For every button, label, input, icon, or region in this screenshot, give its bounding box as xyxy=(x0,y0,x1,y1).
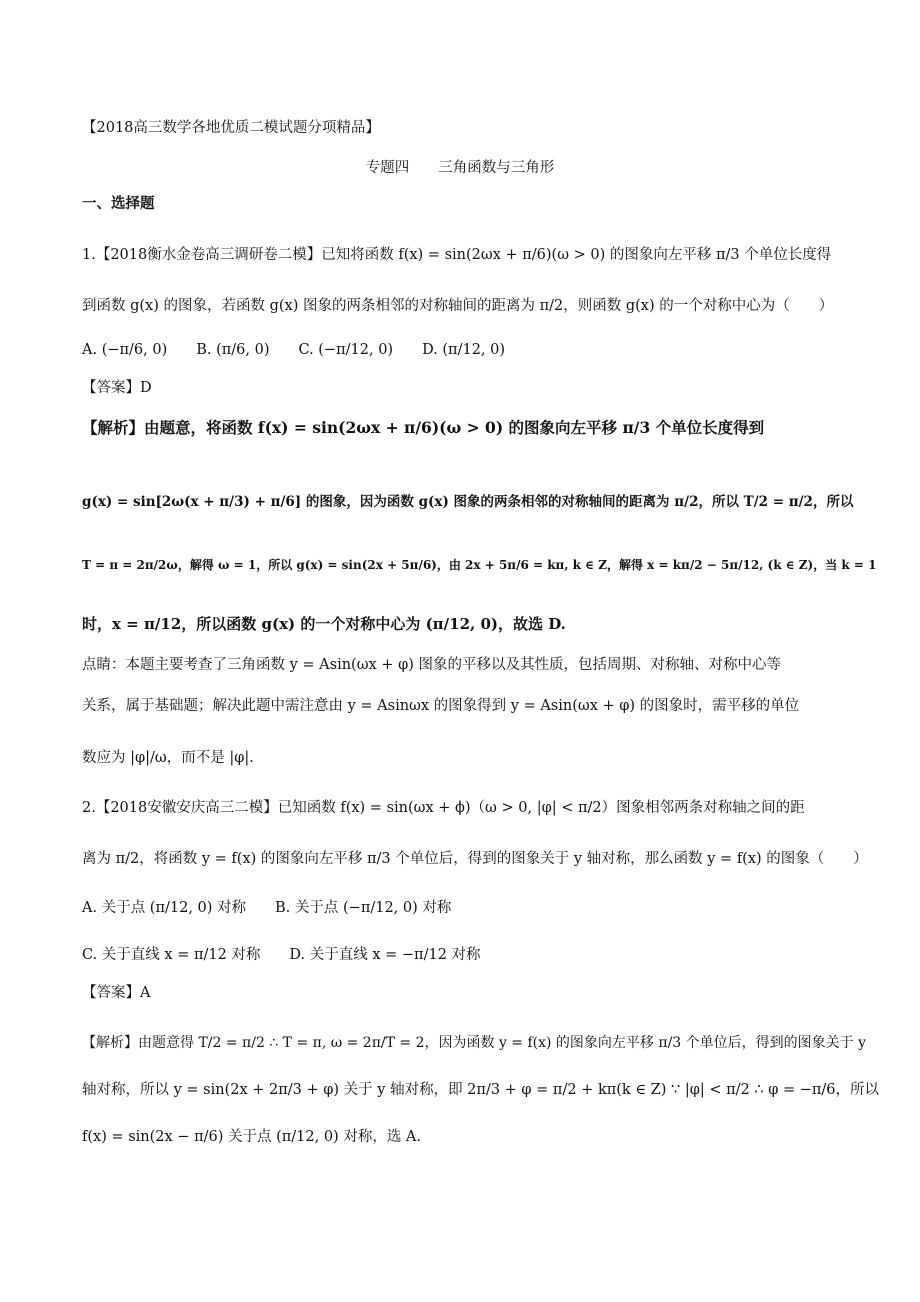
q2-stem-line1: 2.【2018安徽安庆高三二模】已知函数 f(x) = sin(ωx + ϕ)（ω > 0, |φ| < π/2）图象相邻两条对称轴之间的距 xyxy=(82,800,805,816)
q2-solution-line1: 【解析】由题意得 T/2 = π/2 ∴ T = π, ω = 2π/T = 2，因为函数 y = f(x) 的图象向左平移 π/3 个单位后，得到的图象关于 y xyxy=(82,1035,867,1051)
q2-solution-line2: 轴对称，所以 y = sin(2x + 2π/3 + φ) 关于 y 轴对称，即 2π/3 + φ = π/2 + kπ(k ∈ Z) ∵ |φ| < π/2 ∴ φ = −π/6，所以 xyxy=(82,1082,880,1098)
q1-answer: 【答案】D xyxy=(82,380,152,396)
q2-stem-line2: 离为 π/2，将函数 y = f(x) 的图象向左平移 π/3 个单位后，得到的图象关于 y 轴对称，那么函数 y = f(x) 的图象（ ） xyxy=(82,851,868,867)
q2-options-cd: C. 关于直线 x = π/12 对称 D. 关于直线 x = −π/12 对称 xyxy=(82,947,481,963)
q1-solution-line1: 【解析】由题意，将函数 f(x) = sin(2ωx + π/6)(ω > 0) 的图象向左平移 π/3 个单位长度得到 xyxy=(82,418,765,437)
q1-solution-line3: T = π = 2π/2ω，解得 ω = 1，所以 g(x) = sin(2x + 5π/6)，由 2x + 5π/6 = kπ, k ∈ Z，解得 x = kπ/2 − 5π/12, (k ∈ Z)，当 k = 1 xyxy=(82,558,877,572)
q1-solution-line2: g(x) = sin[2ω(x + π/3) + π/6] 的图象，因为函数 g(x) 图象的两条相邻的对称轴间的距离为 π/2，所以 T/2 = π/2，所以 xyxy=(82,494,854,510)
section-heading: 一、选择题 xyxy=(82,195,155,212)
q1-note-line3: 数应为 |φ|/ω，而不是 |φ|. xyxy=(82,750,254,766)
q1-stem-line1: 1.【2018衡水金卷高三调研卷二模】已知将函数 f(x) = sin(2ωx + π/6)(ω > 0) 的图象向左平移 π/3 个单位长度得 xyxy=(82,247,832,263)
q2-solution-line3: f(x) = sin(2x − π/6) 关于点 (π/12, 0) 对称，选 A. xyxy=(82,1129,422,1145)
q2-options-ab: A. 关于点 (π/12, 0) 对称 B. 关于点 (−π/12, 0) 对称 xyxy=(82,900,452,916)
q1-stem-line2: 到函数 g(x) 的图象，若函数 g(x) 图象的两条相邻的对称轴间的距离为 π/2，则函数 g(x) 的一个对称中心为（ ） xyxy=(82,298,834,314)
q1-note-line2: 关系，属于基础题；解决此题中需注意由 y = Asinωx 的图象得到 y = Asin(ωx + φ) 的图象时，需平移的单位 xyxy=(82,698,800,714)
q1-options: A. (−π/6, 0) B. (π/6, 0) C. (−π/12, 0) D. (π/12, 0) xyxy=(82,342,506,358)
section-subtitle: 专题四 三角函数与三角形 xyxy=(365,160,555,176)
header-title: 【2018高三数学各地优质二模试题分项精品】 xyxy=(82,120,380,136)
q1-note-line1: 点睛：本题主要考查了三角函数 y = Asin(ωx + φ) 图象的平移以及其性质，包括周期、对称轴、对称中心等 xyxy=(82,657,781,673)
q2-answer: 【答案】A xyxy=(82,985,151,1001)
q1-solution-line4: 时，x = π/12，所以函数 g(x) 的一个对称中心为 (π/12, 0)，故选 D. xyxy=(82,615,566,633)
